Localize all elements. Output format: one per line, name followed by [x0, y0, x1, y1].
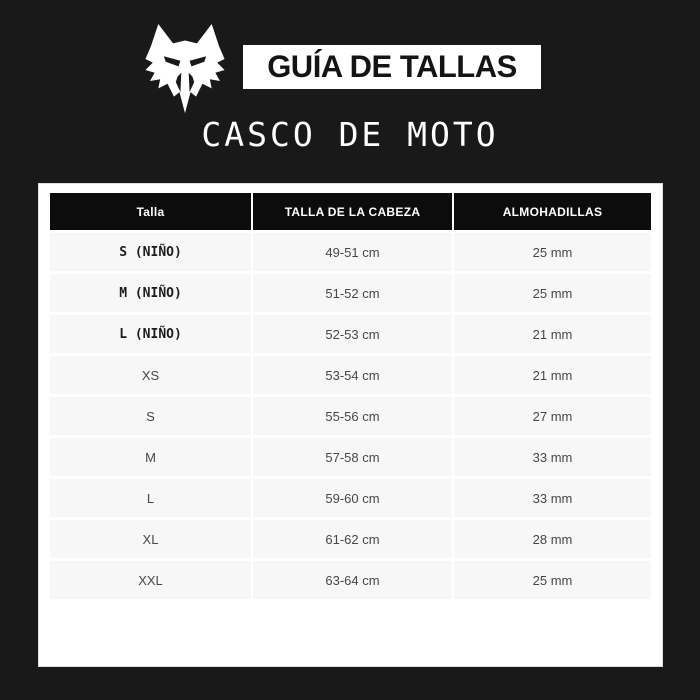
size-table-body: [50, 233, 651, 599]
cell-cabeza: 59-60 cm: [253, 479, 452, 517]
cell-talla: XS: [50, 356, 251, 394]
cell-talla: M: [50, 438, 251, 476]
size-guide-banner: [243, 45, 541, 89]
cell-cabeza: 55-56 cm: [253, 397, 452, 435]
cell-talla: L (NIÑO): [50, 315, 251, 353]
page-title: CASCO DE MOTO: [201, 115, 499, 154]
table-row: [50, 233, 651, 271]
cell-almohadillas: 33 mm: [454, 438, 651, 476]
table-row: [50, 274, 651, 312]
cell-talla: XXL: [50, 561, 251, 599]
cell-talla: L: [50, 479, 251, 517]
cell-cabeza: 63-64 cm: [253, 561, 452, 599]
cell-cabeza: 52-53 cm: [253, 315, 452, 353]
cell-talla: XL: [50, 520, 251, 558]
cell-talla: M (NIÑO): [50, 274, 251, 312]
cell-almohadillas: 27 mm: [454, 397, 651, 435]
cell-cabeza: 51-52 cm: [253, 274, 452, 312]
column-header-cabeza: TALLA DE LA CABEZA: [253, 193, 452, 230]
cell-almohadillas: 25 mm: [454, 233, 651, 271]
table-row: [50, 479, 651, 517]
column-header-almohadillas: ALMOHADILLAS: [454, 193, 651, 230]
size-table-header: [50, 193, 651, 230]
header-row: [50, 193, 651, 230]
column-header-talla: Talla: [50, 193, 251, 230]
cell-almohadillas: 33 mm: [454, 479, 651, 517]
table-row: [50, 356, 651, 394]
cell-cabeza: 49-51 cm: [253, 233, 452, 271]
table-row: [50, 520, 651, 558]
size-chart-card: [38, 183, 663, 667]
fox-head-icon: [139, 24, 231, 116]
cell-almohadillas: 28 mm: [454, 520, 651, 558]
cell-talla: S: [50, 397, 251, 435]
table-row: [50, 397, 651, 435]
cell-talla: S (NIÑO): [50, 233, 251, 271]
size-table: [48, 190, 653, 602]
cell-cabeza: 53-54 cm: [253, 356, 452, 394]
cell-almohadillas: 21 mm: [454, 356, 651, 394]
table-row: [50, 561, 651, 599]
cell-almohadillas: 25 mm: [454, 274, 651, 312]
cell-almohadillas: 25 mm: [454, 561, 651, 599]
cell-cabeza: 61-62 cm: [253, 520, 452, 558]
cell-almohadillas: 21 mm: [454, 315, 651, 353]
table-row: [50, 438, 651, 476]
cell-cabeza: 57-58 cm: [253, 438, 452, 476]
size-guide-banner-title: GUÍA DE TALLAS: [267, 48, 517, 85]
table-row: [50, 315, 651, 353]
